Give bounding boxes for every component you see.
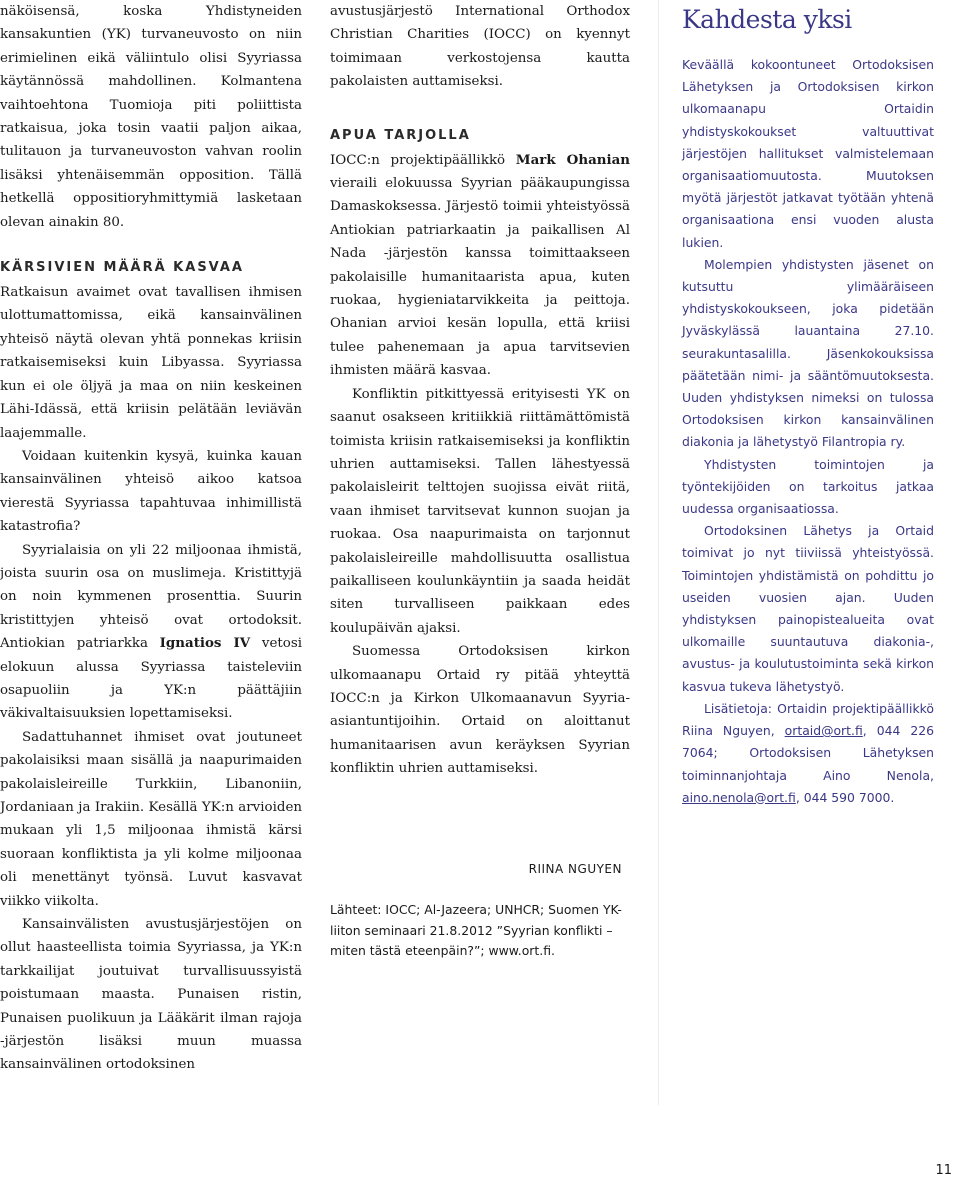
text-span: Lisätietoja: Ortaidin projektipäällikkö Riina Nguyen,: [682, 700, 934, 739]
body-paragraph: Sadattuhannet ihmiset ovat joutuneet pakolaisiksi maan sisällä ja naapurimaiden pakolaisleireille Turkkiin, Libanoniin, Jordaniaan ja Irakiin. Kesällä YK:n arvioiden mukaan yli 1,5 miljoonaa ihmistä kärsi suoraan konfliktista ja yli kolme miljoonaa oli menettänyt työnsä. Luvut kasvavat viikko viikolta.: [0, 729, 302, 909]
section-heading: APUA TARJOLLA: [330, 127, 471, 143]
body-paragraph: Ratkaisun avaimet ovat tavallisen ihmisen ulottumattomissa, eikä kansainvälinen yhteisö näytä olevan yhtä ponnekas kriisin ratkaisemiseksi kuin Libyassa. Syyriassa kun ei ole öljyä ja maa on niin keskeinen Lähi-Idässä, että kriisin pelätään leviävän laajemmalle.: [0, 285, 302, 441]
sidebar-paragraph: Keväällä kokoontuneet Ortodoksisen Lähetyksen ja Ortodoksisen kirkon ulkomaanapu Ortaidin yhdistyskokoukset valtuuttivat järjestöjen hallitukset valmistelemaan organisaatiomuutosta. Muutoksen myötä järjestöt jatkavat työtään yhtenä organisaationa ensi vuoden alusta lukien.: [682, 57, 934, 250]
text-span: , 044 590 7000.: [795, 789, 895, 805]
bold-name: Mark Ohanian: [515, 151, 630, 168]
article-column-left: [0, 0, 302, 1077]
sidebar-paragraph: Ortodoksinen Lähetys ja Ortaid toimivat jo nyt tiiviissä yhteistyössä. Toimintojen yhdistämistä on pohdittu jo useiden vuosien ajan. Uuden yhdistyksen painopistealueita ovat ulkomaille suuntautuva diakonia-, avustus- ja koulutustoiminta sekä kirkon kasvua tukeva lähetystyö.: [682, 523, 934, 694]
sidebar-paragraph: [682, 698, 934, 809]
column-divider: [658, 0, 659, 1105]
author-byline: RIINA NGUYEN: [528, 862, 622, 876]
text-span: IOCC:n projektipäällikkö: [330, 152, 516, 168]
body-paragraph: [0, 539, 302, 726]
body-paragraph: näköisensä, koska Yhdistyneiden kansakuntien (YK) turvaneuvosto on niin erimielinen eikä väliintulo olisi Syyriassa käytännössä mahdollinen. Kolmantena vaihtoehtona Tuomioja piti poliittista ratkaisua, joka tosin vaatii paljon aikaa, tulitauon ja turvaneuvoston vahvan roolin lisäksi yhtenäisemmän opposition. Tällä hetkellä oppositioryhmittymiä lasketaan olevan ainakin 80.: [0, 4, 302, 230]
section-heading: KÄRSIVIEN MÄÄRÄ KASVAA: [0, 260, 244, 276]
sidebar-paragraph: Yhdistysten toimintojen ja työntekijöiden on tarkoitus jatkaa uudessa organisaatiossa.: [682, 456, 934, 517]
body-paragraph: avustusjärjestö International Orthodox Christian Charities (IOCC) on kyennyt toimimaan verkostojensa kautta pakolaisten auttamiseksi.: [330, 4, 630, 90]
sidebar-paragraph: Molempien yhdistysten jäsenet on kutsuttu ylimääräiseen yhdistyskokoukseen, joka pidetään Jyväskylässä lauantaina 27.10. seurakuntasalilla. Jäsenkokouksissa päätetään nimi- ja sääntömuutoksesta. Uuden yhdistyksen nimeksi on tulossa Ortodoksisen kirkon kansainvälinen diakonia ja lähetystyö Filantropia ry.: [682, 256, 934, 450]
sidebar-title: Kahdesta yksi: [682, 5, 852, 34]
body-paragraph: Kansainvälisten avustusjärjestöjen on ollut haasteellista toimia Syyriassa, ja YK:n tarkkailijat joutuivat turvallisuussyistä poistumaan maasta. Punaisen ristin, Punaisen puolikuun ja Lääkärit ilman rajoja -järjestön lisäksi muun muassa kansainvälinen ortodoksinen: [0, 917, 302, 1073]
bold-name: Ignatios IV: [159, 635, 251, 652]
text-span: Syyrialaisia on yli 22 miljoonaa ihmistä, joista suurin osa on muslimeja. Kristittyjä on noin kymmenen prosenttia. Suurin kristittyjen yhteisö ovat ortodoksit. Antiokian patriarkka: [0, 542, 302, 652]
article-column-middle: [330, 0, 630, 781]
sources-note: Lähteet: IOCC; Al-Jazeera; UNHCR; Suomen YK-liiton seminaari 21.8.2012 ”Syyrian konflikti – miten tästä eteenpäin?”; www.ort.fi.: [330, 902, 622, 958]
email-link[interactable]: ortaid@ort.fi: [784, 723, 863, 739]
body-paragraph: [330, 149, 630, 383]
body-paragraph: Konfliktin pitkittyessä erityisesti YK on saanut osakseen kritiikkiä riittämättömistä toimista kriisin ratkaisemiseksi ja konfliktin uhrien auttamiseksi. Tallen lähestyessä pakolaisleirit telttojen suojissa eivät riitä, vaan ihmiset tarvitsevat kunnon suojan ja ruokaa. Osa naapurimaista on tarjonnut pakolaisleireille mahdollisuutta osallistua paikalliseen koulunkäyntiin ja saada heidät siten turvalliseen paikkaan edes koulupäivän ajaksi.: [330, 386, 630, 636]
text-span: vieraili elokuussa Syyrian pääkaupungissa Damaskoksessa. Järjestö toimii yhteistyössä Antiokian patriarkaatin ja paikallisen Al Nada -järjestön kanssa toimittaakseen pakolaisille humanitaarista apua, kuten ruokaa, hygieniatarvikkeita ja peittoja. Ohanian arvioi kesän lopulla, että kriisi tulee pahenemaan ja apua tarvitsevien ihmisten määrä kasvaa.: [330, 176, 630, 379]
text-span: , 044 226 7064; Ortodoksisen Lähetyksen toiminnanjohtaja Aino Nenola,: [682, 723, 934, 783]
sidebar-box: [682, 0, 934, 809]
body-paragraph: Suomessa Ortodoksisen kirkon ulkomaanapu Ortaid ry pitää yhteyttä IOCC:n ja Kirkon Ulkomaanavun Syyria-asiantuntijoihin. Ortaid on aloittanut humanitaarisen avun keräyksen Syyrian konfliktin uhrien auttamiseksi.: [330, 644, 630, 777]
text-span: vetosi elokuun alussa Syyriassa taisteleviin osapuoliin ja YK:n päättäjiin väkivaltaisuuksien lopettamiseksi.: [0, 636, 302, 722]
email-link[interactable]: aino.nenola@ort.fi: [682, 789, 796, 805]
page-number: 11: [935, 1163, 952, 1178]
body-paragraph: Voidaan kuitenkin kysyä, kuinka kauan kansainvälinen yhteisö aikoo katsoa vierestä Syyriassa tapahtuvaa inhimillistä katastrofia?: [0, 448, 302, 535]
